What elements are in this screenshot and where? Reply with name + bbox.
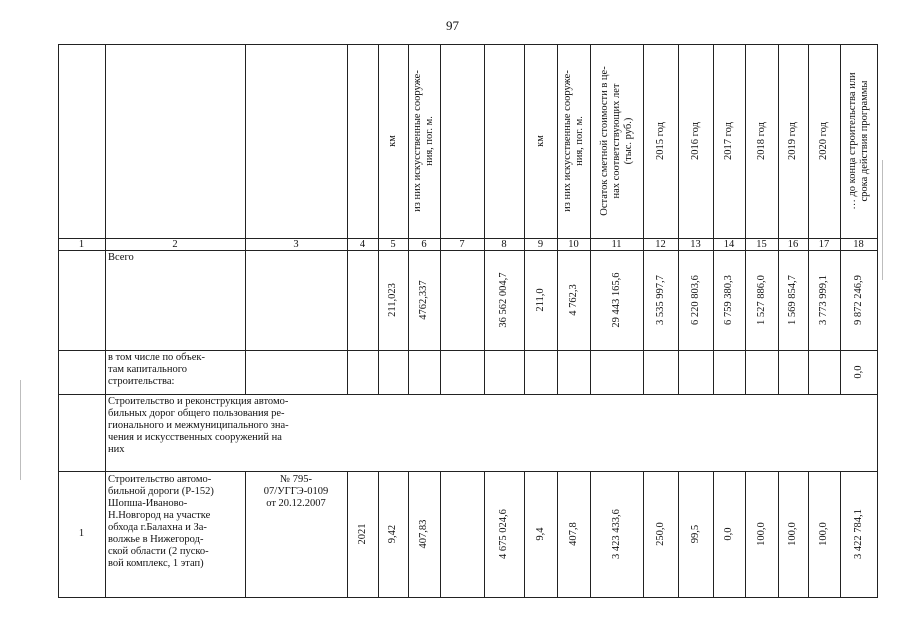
table-rule — [713, 44, 714, 395]
header-remaining-cost-line: (тыс. руб.) — [622, 117, 634, 165]
header-km-1 — [387, 48, 399, 234]
header-2017 — [723, 48, 735, 234]
row-total-label: Всего — [108, 252, 134, 263]
table-rule — [408, 471, 409, 598]
header-structures-1 — [412, 48, 436, 234]
total-c5 — [387, 254, 399, 346]
total-c16-line: 1 569 854,7 — [787, 275, 798, 325]
total-c5-line: 211,023 — [387, 283, 398, 317]
item1-c5 — [387, 475, 399, 593]
header-structures-1-line: из них искусственные сооруже- — [412, 70, 423, 212]
header-structures-2-line: ния, пог. м. — [573, 116, 585, 166]
scan-edge-mark — [882, 160, 883, 280]
column-number-7: 7 — [459, 239, 465, 250]
total-c15-line: 1 527 886,0 — [755, 275, 767, 325]
label-line: строительства: — [108, 376, 175, 387]
table-rule — [590, 471, 591, 598]
item1-c6-line: 407,83 — [418, 519, 429, 549]
table-rule — [58, 597, 878, 598]
item1-c10-line: 407,8 — [567, 522, 579, 546]
item1-doc — [245, 474, 347, 510]
total-c14 — [723, 254, 735, 346]
total-c14-line: 6 759 380,3 — [723, 275, 734, 325]
table-rule — [713, 471, 714, 598]
table-rule — [808, 471, 809, 598]
header-2015-line: 2015 год — [654, 122, 666, 160]
doc-line: 07/УГГЭ-0109 — [263, 486, 329, 497]
label-line: вой комплекс, 1 этап) — [108, 558, 204, 569]
total-c18-line: 9 872 246,9 — [852, 275, 864, 325]
table-rule — [245, 44, 246, 395]
header-2016 — [690, 48, 702, 234]
label-line: Строительство автомо- — [108, 474, 212, 485]
header-km-2 — [535, 48, 547, 234]
doc-line: от 20.12.2007 — [266, 498, 326, 509]
header-2018-line: 2018 год — [755, 122, 767, 160]
header-2019-line: 2019 год — [787, 122, 798, 160]
total-c17 — [818, 254, 830, 346]
header-2019 — [787, 48, 799, 234]
item1-c12 — [655, 475, 667, 593]
table-rule — [484, 471, 485, 598]
column-number-9: 9 — [537, 239, 544, 250]
page-number: 97 — [446, 18, 459, 33]
total-c16 — [787, 254, 799, 346]
table-rule — [778, 44, 779, 395]
table-rule — [408, 44, 409, 395]
header-2020-line: 2020 год — [818, 122, 829, 160]
table-rule — [440, 44, 441, 395]
total-c13 — [690, 254, 702, 346]
header-km-1-line: км — [387, 135, 398, 147]
column-number-10: 10 — [568, 239, 579, 250]
scan-edge-mark — [20, 380, 21, 480]
header-until-end-line: срока действия программы — [858, 80, 870, 202]
column-number-5: 5 — [390, 239, 396, 250]
table-rule — [347, 471, 348, 598]
item1-c11-line: 3 423 433,6 — [610, 509, 622, 559]
total-c6 — [418, 254, 430, 346]
item1-c16 — [787, 475, 799, 593]
total-c9 — [535, 254, 547, 346]
item1-label — [108, 474, 244, 570]
label-line: них — [108, 444, 125, 455]
column-number-4: 4 — [359, 239, 366, 250]
column-number-8: 8 — [501, 239, 507, 250]
label-line: в том числе по объек- — [108, 352, 205, 363]
header-2016-line: 2016 год — [689, 122, 701, 160]
column-number-3: 3 — [293, 239, 299, 250]
total-c6-line: 4762,337 — [418, 280, 429, 320]
item1-c4-line: 2021 — [356, 523, 368, 545]
column-number-13: 13 — [690, 239, 701, 250]
total-c8-line: 36 562 004,7 — [498, 272, 509, 328]
table-rule — [778, 471, 779, 598]
item1-c18-line: 3 422 784,1 — [852, 509, 864, 559]
column-number-14: 14 — [723, 239, 735, 250]
total-c18 — [853, 254, 865, 346]
item1-c14 — [723, 475, 735, 593]
header-2018 — [756, 48, 768, 234]
header-structures-2-line: из них искусственные сооруже- — [561, 70, 573, 212]
table-rule — [557, 471, 558, 598]
header-remaining-cost-line: нах соответствующих лет — [610, 83, 622, 199]
header-remaining-cost — [599, 48, 635, 234]
table-rule — [440, 471, 441, 598]
table-rule — [643, 44, 644, 395]
column-number-12: 12 — [655, 239, 666, 250]
label-line: гионального и межмуниципального зна- — [108, 420, 289, 431]
item1-c15-line: 100,0 — [755, 522, 767, 546]
header-2020 — [818, 48, 830, 234]
table-rule — [557, 44, 558, 395]
table-rule — [678, 44, 679, 395]
doc-line: № 795- — [280, 474, 312, 485]
table-rule — [524, 471, 525, 598]
item1-c11 — [611, 475, 623, 593]
item1-c9-line: 9,4 — [534, 527, 546, 541]
label-line: волжье в Нижегород- — [108, 534, 204, 545]
label-line: Шопша-Иваново- — [108, 498, 188, 509]
item1-c16-line: 100,0 — [787, 522, 798, 546]
table-rule — [840, 44, 841, 395]
table-rule — [840, 471, 841, 598]
total-c10-line: 4 762,3 — [567, 284, 579, 316]
table-rule — [745, 44, 746, 395]
table-rule — [678, 471, 679, 598]
row-capital-label — [108, 352, 244, 388]
row-section-label — [108, 396, 375, 456]
table-rule — [590, 44, 591, 395]
total-c12-line: 3 535 997,7 — [654, 275, 666, 325]
table-rule — [808, 44, 809, 395]
column-number-16: 16 — [787, 239, 799, 250]
item1-c6 — [418, 475, 430, 593]
total-c11-line: 29 443 165,6 — [610, 272, 622, 328]
total-c9-line: 211,0 — [534, 288, 546, 312]
item1-c12-line: 250,0 — [654, 522, 666, 546]
item1-c13-line: 99,5 — [689, 524, 701, 544]
column-number-17: 17 — [818, 239, 830, 250]
header-until-end-line: … до конца строительства или — [846, 72, 858, 210]
item1-c8-line: 4 675 024,6 — [498, 509, 509, 559]
item1-c17-line: 100,0 — [818, 522, 829, 546]
table-rule — [378, 44, 379, 395]
item1-c17 — [818, 475, 830, 593]
header-2017-line: 2017 год — [723, 122, 734, 160]
total-c10 — [568, 254, 580, 346]
item1-c8 — [498, 475, 510, 593]
label-line: бильной дороги (Р-152) — [108, 486, 214, 497]
header-2015 — [655, 48, 667, 234]
table-rule — [877, 44, 878, 598]
item1-c5-line: 9,42 — [387, 524, 398, 544]
column-number-15: 15 — [756, 239, 767, 250]
label-line: обхода г.Балахна и За- — [108, 522, 207, 533]
column-number-1: 1 — [78, 239, 85, 250]
label-line: Н.Новгород на участке — [108, 510, 211, 521]
label-line: там капитального — [108, 364, 188, 375]
item1-number: 1 — [78, 528, 85, 539]
item1-c18 — [853, 475, 865, 593]
label-line: ской области (2 пуско- — [108, 546, 209, 557]
capital-c18-line: 0,0 — [852, 365, 864, 379]
header-structures-2 — [562, 48, 586, 234]
item1-c14-line: 0,0 — [723, 527, 734, 541]
column-number-2: 2 — [172, 239, 178, 250]
total-c11 — [611, 254, 623, 346]
table-rule — [347, 44, 348, 395]
table-rule — [524, 44, 525, 395]
header-structures-1-line: ния, пог. м. — [424, 116, 435, 166]
table-rule — [58, 394, 878, 395]
total-c13-line: 6 220 803,6 — [689, 275, 701, 325]
item1-c13 — [690, 475, 702, 593]
label-line: чения и искусственных сооружений на — [108, 432, 282, 443]
item1-c4 — [357, 475, 369, 593]
column-number-11: 11 — [611, 239, 622, 250]
total-c8 — [498, 254, 510, 346]
label-line: Строительство и реконструкция автомо- — [108, 396, 289, 407]
total-c17-line: 3 773 999,1 — [818, 275, 829, 325]
table-rule — [484, 44, 485, 395]
total-c15 — [756, 254, 768, 346]
table-rule — [378, 471, 379, 598]
table-rule — [105, 44, 106, 598]
table-rule — [58, 350, 878, 351]
item1-c9 — [535, 475, 547, 593]
table-rule — [745, 471, 746, 598]
column-number-18: 18 — [853, 239, 864, 250]
header-remaining-cost-line: Остаток сметной стоимости в це- — [598, 66, 610, 216]
capital-c18 — [853, 354, 865, 390]
header-until-end — [847, 48, 871, 234]
column-number-6: 6 — [421, 239, 427, 250]
table-rule — [58, 44, 59, 598]
total-c12 — [655, 254, 667, 346]
header-km-2-line: км — [534, 135, 546, 147]
table-rule — [643, 471, 644, 598]
item1-c10 — [568, 475, 580, 593]
item1-c15 — [756, 475, 768, 593]
table-rule — [58, 471, 878, 472]
table-rule — [58, 44, 878, 45]
label-line: бильных дорог общего пользования ре- — [108, 408, 285, 419]
